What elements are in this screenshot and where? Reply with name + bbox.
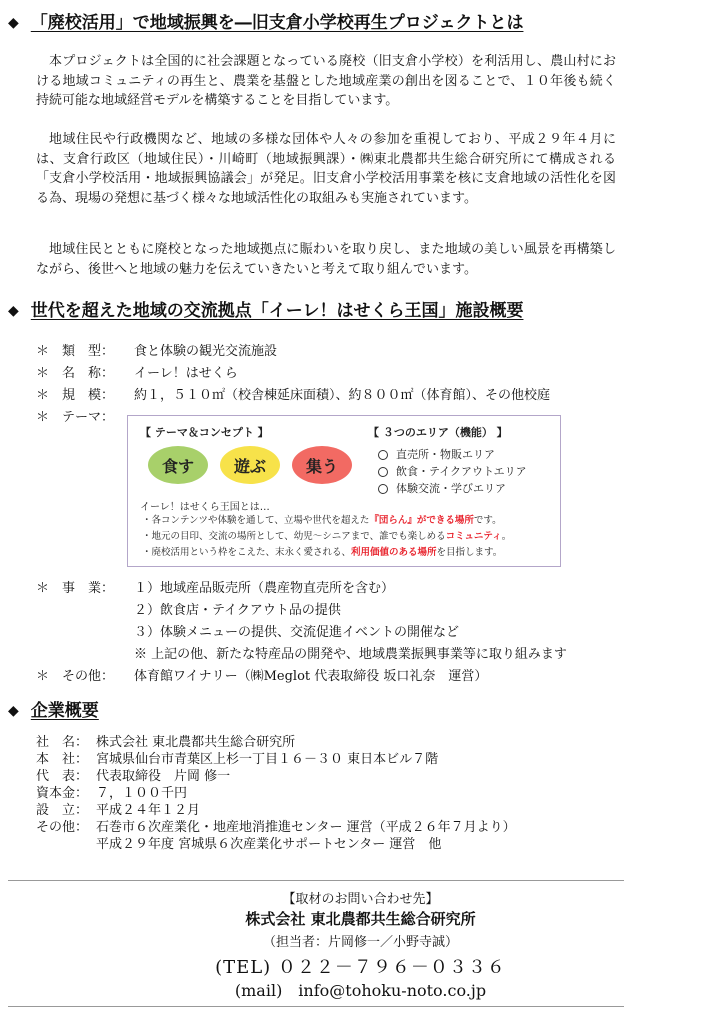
circle-eat-label: 食す — [161, 456, 194, 476]
contact-company: 株式会社 東北農都共生総合研究所 — [245, 910, 476, 928]
row-value: ７，１００千円 — [96, 786, 188, 801]
highlight-text: 利用価値のある場所 — [351, 547, 437, 558]
section1-paragraph-3: 地域住民とともに廃校となった地域拠点に賑わいを取り戻し、また地域の美しい風景を再構築しながら、後世へと地域の魅力を伝えていきたいと考えて取り組んでいます。 — [36, 242, 616, 277]
asterisk-bullet-icon: ＊ — [36, 344, 50, 359]
diamond-bullet-icon: ◆ — [8, 303, 19, 319]
theme-concept-graphic — [127, 415, 561, 567]
row-value: 食と体験の観光交流施設 — [134, 344, 278, 359]
business-row — [36, 578, 567, 600]
highlight-text: コミュニティ — [445, 531, 502, 542]
company-row — [36, 768, 516, 785]
company-row — [36, 836, 516, 853]
section2-heading — [8, 300, 523, 322]
business-note: ※ 上記の他、新たな特産品の開発や、地域農業振興事業等に取り組みます — [134, 647, 567, 662]
theme-bullet: ・廃校活用という枠をこえた、末永く愛される、利用価値のある場所を目指します。 — [142, 547, 503, 558]
business-line: ３）体験メニューの提供、交流促進イベントの開催など — [134, 625, 460, 640]
divider-bottom — [8, 1006, 624, 1007]
row-label: 資本金： — [36, 786, 89, 801]
company-row — [36, 785, 516, 802]
circle-play — [220, 446, 280, 484]
business-row — [36, 600, 567, 622]
facility-type-row — [36, 341, 550, 363]
area-item — [378, 446, 527, 463]
facility-name-row — [36, 363, 550, 385]
circle-bullet-icon — [378, 484, 388, 494]
theme-bullet: ・各コンテンツや体験を通して、立場や世代を超えた『団らん』ができる場所です。 — [142, 515, 502, 526]
row-value: イーレ！はせくら — [134, 366, 238, 381]
other-row — [36, 666, 567, 688]
row-label: 名 称： — [62, 366, 115, 381]
row-label: その他： — [36, 820, 89, 835]
section2-title: 世代を超えた地域の交流拠点「イーレ！はせくら王国」施設概要 — [30, 301, 524, 321]
row-value: 株式会社 東北農都共生総合研究所 — [96, 735, 296, 750]
row-value: 平成２４年１２月 — [96, 803, 201, 818]
diamond-bullet-icon: ◆ — [8, 15, 19, 31]
row-value: 平成２９年度 宮城県６次産業化サポートセンター 運営 他 — [96, 837, 442, 852]
company-row — [36, 819, 516, 836]
contact-person: （担当者：片岡修一／小野寺誠） — [262, 935, 458, 950]
contact-tel: (TEL) ０２２－７９６－０３３６ — [215, 957, 506, 978]
section1-heading — [8, 12, 523, 34]
business-line: １）地域産品販売所（農産物直売所を含む） — [134, 581, 395, 596]
row-value: 宮城県仙台市青葉区上杉一丁目１６－３０ 東日本ビル７階 — [96, 752, 439, 767]
circle-eat — [148, 446, 208, 484]
circle-play-label: 遊ぶ — [233, 456, 266, 476]
business-line: ２）飲食店・テイクアウト品の提供 — [134, 603, 341, 618]
section1-paragraph-2: 地域住民や行政機関など、地域の多様な団体や人々の参加を重視しており、平成２９年４月には、支倉行政区（地域住民）・川崎町（地域振興課）・㈱東北農都共生総合研究所にて構成される「支倉小学校活用・地域振興協議会」が発足。旧支倉小学校活用事業を核に支倉地域の活性化を図る為、現場の発想に基づく様々な地域活性化の取組みも実施されています。 — [36, 132, 616, 206]
row-value: 石巻市６次産業化・地産地消推進センター 運営（平成２６年７月より） — [96, 820, 516, 835]
business-row — [36, 622, 567, 644]
area-label: 体験交流・学びエリア — [396, 482, 506, 495]
contact-email[interactable]: (mail) info@tohoku-noto.co.jp — [234, 981, 487, 1000]
company-row — [36, 802, 516, 819]
section3-title: 企業概要 — [30, 701, 99, 721]
facility-scale-row — [36, 385, 550, 407]
asterisk-bullet-icon: ＊ — [36, 410, 50, 425]
row-label: 代 表： — [36, 769, 89, 784]
row-label: テーマ： — [62, 410, 115, 425]
highlight-text: 『団らん』ができる場所 — [369, 515, 474, 526]
area-item — [378, 480, 527, 497]
row-label: 類 型： — [62, 344, 115, 359]
circle-bullet-icon — [378, 467, 388, 477]
theme-bullets — [142, 513, 511, 561]
area-label: 飲食・テイクアウトエリア — [396, 465, 527, 478]
diamond-bullet-icon: ◆ — [8, 703, 19, 719]
area-label: 直売所・物販エリア — [396, 448, 495, 461]
theme-bullet: ・地元の目印、交流の場所として、幼児〜シニアまで、誰でも楽しめるコミュニティ。 — [142, 531, 512, 542]
company-row — [36, 751, 516, 768]
row-value: 約１，５１０㎡（校舎棟延床面積）、約８００㎡（体育館）、その他校庭 — [134, 388, 551, 403]
row-label: その他： — [62, 669, 115, 684]
row-value: 代表取締役 片岡 修一 — [96, 769, 231, 784]
row-label: 設 立： — [36, 803, 89, 818]
asterisk-bullet-icon: ＊ — [36, 366, 50, 381]
circle-bullet-icon — [378, 450, 388, 460]
areas-list — [378, 446, 527, 497]
section1-title: 「廃校活用」で地域振興を―旧支倉小学校再生プロジェクトとは — [30, 13, 524, 33]
contact-title: 【取材のお問い合わせ先】 — [282, 892, 439, 907]
row-label: 社 名： — [36, 735, 89, 750]
circle-gather-label: 集う — [305, 456, 338, 476]
circle-gather — [292, 446, 352, 484]
concept-heading: 【 テーマ＆コンセプト 】 — [140, 426, 269, 439]
row-label: 本 社： — [36, 752, 89, 767]
row-value: 体育館ワイナリー（㈱Meglot 代表取締役 坂口礼奈 運営） — [134, 669, 488, 684]
row-label — [36, 836, 96, 853]
asterisk-bullet-icon: ＊ — [36, 388, 50, 403]
business-row — [36, 644, 567, 666]
theme-intro: イーレ！はせくら王国とは… — [140, 502, 270, 513]
business-list — [36, 578, 567, 688]
company-row — [36, 734, 516, 751]
row-label: 事 業： — [62, 581, 115, 596]
asterisk-bullet-icon: ＊ — [36, 669, 50, 684]
company-overview — [36, 734, 516, 853]
row-label: 規 模： — [62, 388, 115, 403]
area-item — [378, 463, 527, 480]
areas-heading: 【 ３つのエリア（機能） 】 — [368, 426, 508, 439]
section1-paragraph-1: 本プロジェクトは全国的に社会課題となっている廃校（旧支倉小学校）を利活用し、農山村における地域コミュニティの再生と、農業を基盤とした地域産業の創出を図ることで、１０年後も続く持続可能な地域経営モデルを構築することを目指しています。 — [36, 54, 616, 108]
section3-heading — [8, 700, 99, 722]
asterisk-bullet-icon: ＊ — [36, 581, 50, 596]
divider-top — [8, 880, 624, 881]
